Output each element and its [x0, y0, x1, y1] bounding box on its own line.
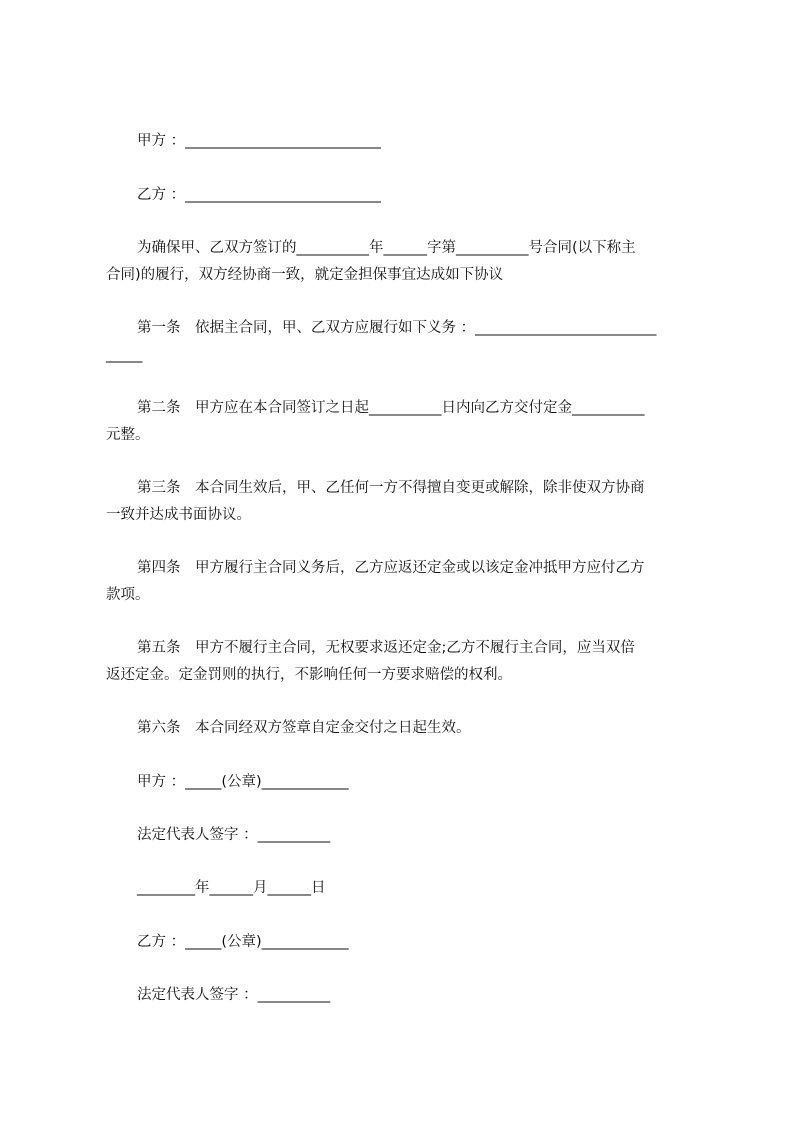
article-2-line-2: 元整。 [106, 427, 150, 443]
party-a-signature-line: 甲方 ：_____(公章)____________ [137, 774, 349, 790]
article-3-line-2: 一致并达成书面协议。 [106, 507, 251, 523]
article-3-line-1: 第三条 本合同生效后，甲、乙任何一方不得擅自变更或解除，除非使双方协商 [137, 480, 645, 496]
article-2-line-1: 第二条 甲方应在本合同签订之日起__________日内向乙方交付定金__________ [137, 400, 645, 416]
intro-line-2: 合同)的履行，双方经协商一致，就定金担保事宜达成如下协议 [106, 267, 504, 283]
article-6-line: 第六条 本合同经双方签章自定金交付之日起生效。 [137, 720, 471, 736]
article-1-line-1: 第一条 依据主合同，甲、乙双方应履行如下义务 ：_________________________ [137, 320, 657, 336]
article-4-line-2: 款项。 [106, 587, 150, 603]
article-4-line-1: 第四条 甲方履行主合同义务后，乙方应返还定金或以该定金冲抵甲方应付乙方 [137, 560, 645, 576]
article-5-line-1: 第五条 甲方不履行主合同，无权要求返还定金;乙方不履行主合同，应当双倍 [137, 640, 635, 656]
signing-date-line: ________年______月______日 [137, 880, 326, 896]
article-5-line-2: 返还定金。定金罚则的执行，不影响任何一方要求赔偿的权利。 [106, 667, 512, 683]
party-b-line: 乙方 ：___________________________ [137, 187, 381, 203]
party-a-line: 甲方 ：___________________________ [137, 133, 381, 149]
article-1-line-2: _____ [106, 347, 143, 363]
party-b-representative-line: 法定代表人签字 ：__________ [137, 987, 331, 1003]
intro-line-1: 为确保甲、乙双方签订的__________年______字第__________号合同(以下称主 [137, 240, 636, 256]
party-a-representative-line: 法定代表人签字 ：__________ [137, 827, 331, 843]
party-b-signature-line: 乙方 ：_____(公章)____________ [137, 934, 349, 950]
